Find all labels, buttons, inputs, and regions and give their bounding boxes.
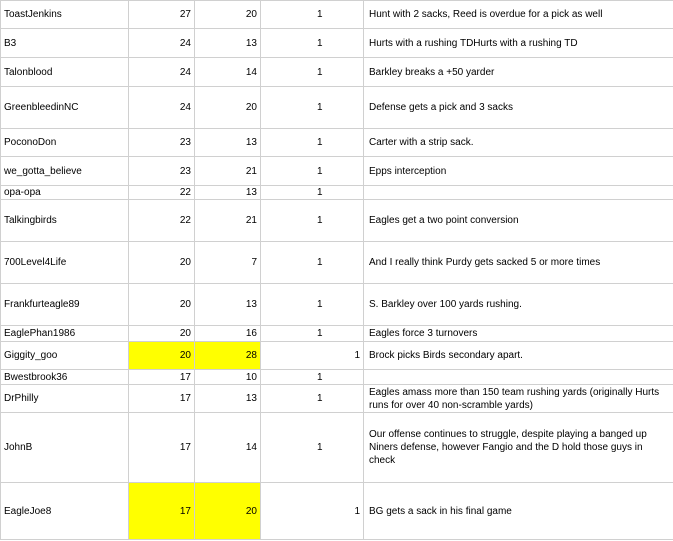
- cell-note[interactable]: Brock picks Birds secondary apart.: [364, 342, 673, 370]
- cell-score-b[interactable]: 20: [195, 1, 261, 29]
- cell-score-a[interactable]: 24: [129, 29, 195, 58]
- cell-score-b[interactable]: 13: [195, 129, 261, 157]
- table-row: [1, 157, 673, 186]
- cell-note[interactable]: Our offense continues to struggle, despite playing a banged up Niners defense, however Fangio and the D hold those guys in check: [364, 413, 673, 483]
- cell-score-a[interactable]: 20: [129, 242, 195, 284]
- cell-name[interactable]: 700Level4Life: [1, 242, 129, 284]
- cell-note[interactable]: Carter with a strip sack.: [364, 129, 673, 157]
- cell-score-a[interactable]: 23: [129, 157, 195, 186]
- cell-score-b[interactable]: 10: [195, 370, 261, 385]
- cell-name[interactable]: DrPhilly: [1, 385, 129, 413]
- cell-pick[interactable]: 1: [261, 29, 364, 58]
- spreadsheet-body: [1, 1, 673, 540]
- cell-note[interactable]: [364, 370, 673, 385]
- cell-name[interactable]: EagleJoe8: [1, 483, 129, 540]
- cell-score-a[interactable]: 24: [129, 58, 195, 87]
- cell-score-b[interactable]: 13: [195, 186, 261, 200]
- table-row: [1, 284, 673, 326]
- cell-pick[interactable]: 1: [261, 242, 364, 284]
- cell-note[interactable]: Eagles amass more than 150 team rushing yards (originally Hurts runs for over 40 non-scramble yards): [364, 385, 673, 413]
- cell-note[interactable]: Hunt with 2 sacks, Reed is overdue for a pick as well: [364, 1, 673, 29]
- cell-pick[interactable]: 1: [261, 87, 364, 129]
- table-row: [1, 200, 673, 242]
- cell-pick[interactable]: 1: [261, 186, 364, 200]
- cell-score-b[interactable]: 20: [195, 483, 261, 540]
- cell-score-b[interactable]: 13: [195, 29, 261, 58]
- cell-score-b[interactable]: 7: [195, 242, 261, 284]
- cell-note[interactable]: S. Barkley over 100 yards rushing.: [364, 284, 673, 326]
- cell-score-a[interactable]: 27: [129, 1, 195, 29]
- cell-score-a[interactable]: 17: [129, 385, 195, 413]
- table-row: [1, 413, 673, 483]
- cell-note[interactable]: Eagles get a two point conversion: [364, 200, 673, 242]
- cell-note[interactable]: [364, 186, 673, 200]
- cell-score-b[interactable]: 13: [195, 385, 261, 413]
- cell-pick[interactable]: 1: [261, 483, 364, 540]
- cell-name[interactable]: we_gotta_believe: [1, 157, 129, 186]
- cell-score-a[interactable]: 20: [129, 284, 195, 326]
- cell-score-a[interactable]: 22: [129, 186, 195, 200]
- table-row: [1, 186, 673, 200]
- table-row: [1, 326, 673, 342]
- cell-note[interactable]: Barkley breaks a +50 yarder: [364, 58, 673, 87]
- cell-score-b[interactable]: 16: [195, 326, 261, 342]
- cell-score-a[interactable]: 24: [129, 87, 195, 129]
- table-row: [1, 342, 673, 370]
- cell-name[interactable]: Giggity_goo: [1, 342, 129, 370]
- cell-pick[interactable]: 1: [261, 58, 364, 87]
- cell-note[interactable]: And I really think Purdy gets sacked 5 or more times: [364, 242, 673, 284]
- cell-name[interactable]: GreenbleedinNC: [1, 87, 129, 129]
- cell-name[interactable]: ToastJenkins: [1, 1, 129, 29]
- cell-name[interactable]: Talkingbirds: [1, 200, 129, 242]
- cell-score-b[interactable]: 28: [195, 342, 261, 370]
- cell-score-b[interactable]: 20: [195, 87, 261, 129]
- cell-name[interactable]: Bwestbrook36: [1, 370, 129, 385]
- cell-name[interactable]: opa-opa: [1, 186, 129, 200]
- cell-note[interactable]: Defense gets a pick and 3 sacks: [364, 87, 673, 129]
- table-row: [1, 242, 673, 284]
- cell-score-b[interactable]: 14: [195, 58, 261, 87]
- cell-score-b[interactable]: 14: [195, 413, 261, 483]
- cell-pick[interactable]: 1: [261, 157, 364, 186]
- table-row: [1, 58, 673, 87]
- cell-pick[interactable]: 1: [261, 1, 364, 29]
- cell-note[interactable]: Hurts with a rushing TDHurts with a rushing TD: [364, 29, 673, 58]
- cell-name[interactable]: Talonblood: [1, 58, 129, 87]
- cell-score-a[interactable]: 23: [129, 129, 195, 157]
- table-row: [1, 87, 673, 129]
- cell-score-a[interactable]: 20: [129, 326, 195, 342]
- table-row: [1, 129, 673, 157]
- cell-note[interactable]: BG gets a sack in his final game: [364, 483, 673, 540]
- cell-name[interactable]: EaglePhan1986: [1, 326, 129, 342]
- table-row: [1, 29, 673, 58]
- cell-score-b[interactable]: 21: [195, 157, 261, 186]
- cell-name[interactable]: PoconoDon: [1, 129, 129, 157]
- cell-pick[interactable]: 1: [261, 326, 364, 342]
- cell-name[interactable]: B3: [1, 29, 129, 58]
- cell-pick[interactable]: 1: [261, 370, 364, 385]
- cell-score-a[interactable]: 20: [129, 342, 195, 370]
- cell-pick[interactable]: 1: [261, 200, 364, 242]
- cell-note[interactable]: Epps interception: [364, 157, 673, 186]
- table-row: [1, 385, 673, 413]
- cell-score-a[interactable]: 22: [129, 200, 195, 242]
- cell-pick[interactable]: 1: [261, 284, 364, 326]
- cell-score-a[interactable]: 17: [129, 370, 195, 385]
- cell-score-a[interactable]: 17: [129, 483, 195, 540]
- cell-score-b[interactable]: 21: [195, 200, 261, 242]
- cell-pick[interactable]: 1: [261, 413, 364, 483]
- table-row: [1, 370, 673, 385]
- cell-note[interactable]: Eagles force 3 turnovers: [364, 326, 673, 342]
- cell-score-a[interactable]: 17: [129, 413, 195, 483]
- cell-pick[interactable]: 1: [261, 129, 364, 157]
- table-row: [1, 1, 673, 29]
- cell-pick[interactable]: 1: [261, 342, 364, 370]
- cell-pick[interactable]: 1: [261, 385, 364, 413]
- cell-name[interactable]: Frankfurteagle89: [1, 284, 129, 326]
- cell-score-b[interactable]: 13: [195, 284, 261, 326]
- cell-name[interactable]: JohnB: [1, 413, 129, 483]
- table-row: [1, 483, 673, 540]
